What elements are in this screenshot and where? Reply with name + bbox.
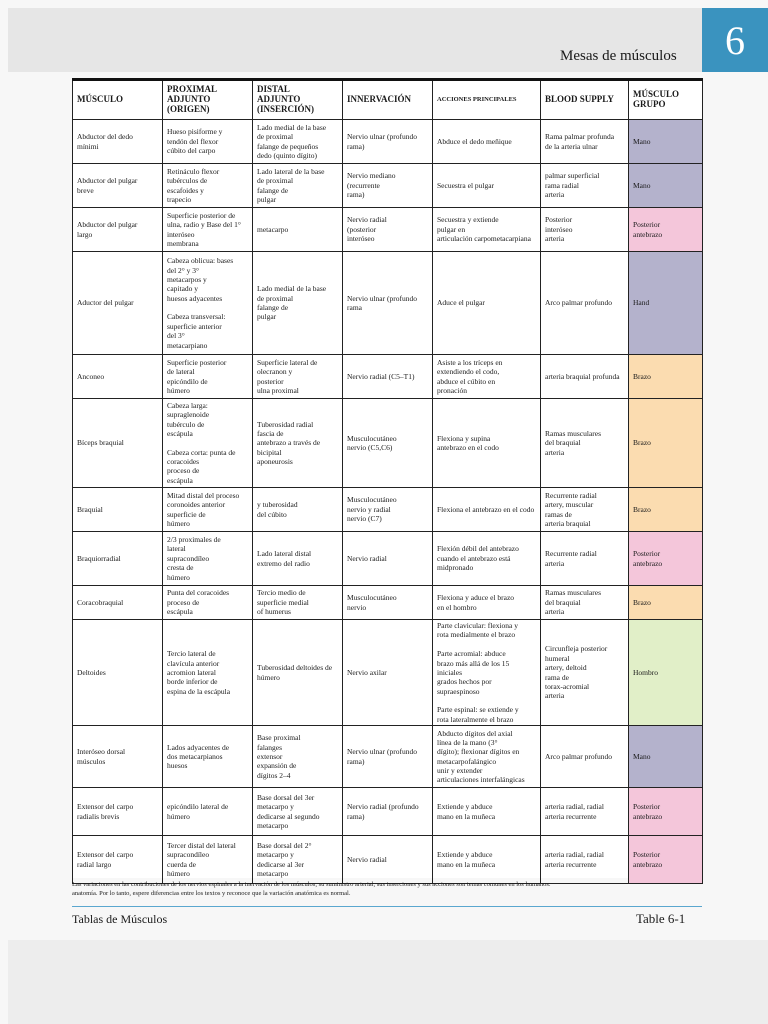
footer-divider: [72, 906, 702, 907]
cell-group: Brazo: [629, 399, 703, 488]
column-header-actions: ACCIONES PRINCIPALES: [433, 80, 541, 120]
table-row: [73, 355, 703, 399]
cell-muscle: Extensor del carpo radial largo: [73, 836, 163, 884]
cell-innervation: Nervio radial (posterior interóseo: [343, 208, 433, 252]
cell-innervation: Nervio radial: [343, 532, 433, 586]
cell-blood-supply: Posterior interóseo arteria: [541, 208, 629, 252]
cell-insertion: Lado medial de la base de proximal falange de pulgar: [253, 252, 343, 355]
cell-blood-supply: arteria radial, radial arteria recurrente: [541, 836, 629, 884]
cell-blood-supply: Ramas musculares del braquial arteria: [541, 586, 629, 620]
cell-insertion: Base proximal falanges extensor expansión de dígitos 2–4: [253, 726, 343, 788]
table-page: [72, 78, 702, 878]
cell-muscle: Aductor del pulgar: [73, 252, 163, 355]
cell-blood-supply: Circunfleja posterior humeral artery, deltoid rama de torax-acromial arteria: [541, 620, 629, 726]
cell-group: Brazo: [629, 355, 703, 399]
cell-innervation: Nervio mediano (recurrente rama): [343, 164, 433, 208]
cell-actions: Extiende y abduce mano en la muñeca: [433, 836, 541, 884]
cell-innervation: Nervio axilar: [343, 620, 433, 726]
table-row: [73, 120, 703, 164]
cell-actions: Abducto dígitos del axial línea de la mano (3° dígito); flexionar dígitos en metacarpofalángico unir y extender articulaciones interfalángicas: [433, 726, 541, 788]
cell-blood-supply: Arco palmar profundo: [541, 726, 629, 788]
table-row: [73, 620, 703, 726]
column-header-blood-supply: BLOOD SUPPLY: [541, 80, 629, 120]
cell-insertion: Superficie lateral de olecranon y posterior ulna proximal: [253, 355, 343, 399]
cell-insertion: y tuberosidad del cúbito: [253, 488, 343, 532]
cell-origin: Retináculo flexor tubérculos de escafoides y trapecio: [163, 164, 253, 208]
cell-blood-supply: Recurrente radial arteria: [541, 532, 629, 586]
cell-innervation: Musculocutáneo nervio: [343, 586, 433, 620]
cell-innervation: Nervio radial: [343, 836, 433, 884]
cell-muscle: Deltoides: [73, 620, 163, 726]
column-header-muscle: MÚSCULO: [73, 80, 163, 120]
cell-actions: Asiste a los tríceps en extendiendo el codo, abduce el cúbito en pronación: [433, 355, 541, 399]
table-row: [73, 836, 703, 884]
cell-muscle: Abductor del dedo mínimi: [73, 120, 163, 164]
table-row: [73, 164, 703, 208]
cell-muscle: Extensor del carpo radialis brevis: [73, 788, 163, 836]
cell-origin: Cabeza oblicua: bases del 2° y 3° metacarpos y capitado y huesos adyacentes Cabeza transversal: superficie anterior del 3° metacarpiano: [163, 252, 253, 355]
cell-blood-supply: arteria braquial profunda: [541, 355, 629, 399]
cell-insertion: Tuberosidad deltoides de húmero: [253, 620, 343, 726]
cell-insertion: Lado lateral distal extremo del radio: [253, 532, 343, 586]
footnote: Las variaciones en las contribuciones de los nervios espinales a la inervación de los músculos, su suministro arterial, sus inserciones y sus acciones son temas comunes en los humanos. anatomía. Por lo tanto, espere diferencias entre los textos y reconoce que la variación anatómica es normal.: [72, 881, 551, 898]
cell-blood-supply: Ramas musculares del braquial arteria: [541, 399, 629, 488]
cell-group: Brazo: [629, 586, 703, 620]
column-header-group: MÚSCULO GRUPO: [629, 80, 703, 120]
table-header-row: [73, 80, 703, 120]
page-header-title: Mesas de músculos: [560, 48, 677, 64]
cell-group: Hombro: [629, 620, 703, 726]
cell-group: Posterior antebrazo: [629, 208, 703, 252]
table-row: [73, 252, 703, 355]
cell-actions: Aduce el pulgar: [433, 252, 541, 355]
cell-origin: Superficie posterior de lateral epicóndilo de húmero: [163, 355, 253, 399]
cell-group: Posterior antebrazo: [629, 836, 703, 884]
cell-muscle: Bíceps braquial: [73, 399, 163, 488]
cell-actions: Flexiona y supina antebrazo en el codo: [433, 399, 541, 488]
cell-insertion: Tercio medio de superficie medial of humerus: [253, 586, 343, 620]
cell-insertion: Base dorsal del 2° metacarpo y dedicarse al 3er metacarpo: [253, 836, 343, 884]
column-header-innervation: INNERVACIÓN: [343, 80, 433, 120]
cell-origin: Punta del coracoides proceso de escápula: [163, 586, 253, 620]
cell-actions: Secuestra el pulgar: [433, 164, 541, 208]
cell-actions: Parte clavicular: flexiona y rota medialmente el brazo Parte acromial: abduce brazo más allá de los 15 iniciales grados hechos por supraespinoso Parte espinal: se extiende y rota lateralmente el brazo: [433, 620, 541, 726]
cell-group: Hand: [629, 252, 703, 355]
cell-innervation: Nervio radial (C5–T1): [343, 355, 433, 399]
cell-muscle: Braquiorradial: [73, 532, 163, 586]
cell-innervation: Musculocutáneo nervio y radial nervio (C7): [343, 488, 433, 532]
cell-actions: Flexiona y aduce el brazo en el hombro: [433, 586, 541, 620]
cell-group: Posterior antebrazo: [629, 532, 703, 586]
cell-muscle: Braquial: [73, 488, 163, 532]
table-row: [73, 788, 703, 836]
cell-insertion: Base dorsal del 3er metacarpo y dedicarse al segundo metacarpo: [253, 788, 343, 836]
table-row: [73, 532, 703, 586]
bottom-band: [8, 940, 768, 1024]
footer-table-number: Table 6-1: [636, 911, 686, 926]
cell-origin: Lados adyacentes de dos metacarpianos huesos: [163, 726, 253, 788]
cell-group: Mano: [629, 726, 703, 788]
cell-origin: Mitad distal del proceso coronoides anterior superficie de húmero: [163, 488, 253, 532]
cell-actions: Flexiona el antebrazo en el codo: [433, 488, 541, 532]
cell-group: Mano: [629, 120, 703, 164]
cell-innervation: Nervio radial (profundo rama): [343, 788, 433, 836]
table-row: [73, 399, 703, 488]
cell-actions: Secuestra y extiende pulgar en articulación carpometacarpiana: [433, 208, 541, 252]
cell-insertion: Lado medial de la base de proximal falange de pequeños dedo (quinto dígito): [253, 120, 343, 164]
cell-muscle: Interóseo dorsal músculos: [73, 726, 163, 788]
table-row: [73, 488, 703, 532]
cell-origin: Cabeza larga: supraglenoide tubérculo de escápula Cabeza corta: punta de coracoides proceso de escápula: [163, 399, 253, 488]
table-row: [73, 586, 703, 620]
cell-origin: Hueso pisiforme y tendón del flexor cúbito del carpo: [163, 120, 253, 164]
table-row: [73, 726, 703, 788]
cell-origin: 2/3 proximales de lateral supracondíleo cresta de húmero: [163, 532, 253, 586]
column-header-insertion: DISTAL ADJUNTO (INSERCIÓN): [253, 80, 343, 120]
cell-actions: Extiende y abduce mano en la muñeca: [433, 788, 541, 836]
cell-innervation: Nervio ulnar (profundo rama): [343, 120, 433, 164]
cell-group: Brazo: [629, 488, 703, 532]
table-body: [73, 120, 703, 884]
cell-muscle: Coracobraquial: [73, 586, 163, 620]
cell-origin: Superficie posterior de ulna, radio y Base del 1° interóseo membrana: [163, 208, 253, 252]
cell-origin: Tercio lateral de clavícula anterior acromion lateral borde inferior de espina de la escápula: [163, 620, 253, 726]
cell-group: Posterior antebrazo: [629, 788, 703, 836]
cell-origin: Tercer distal del lateral supracondíleo cuerda de húmero: [163, 836, 253, 884]
cell-insertion: metacarpo: [253, 208, 343, 252]
cell-insertion: Lado lateral de la base de proximal falange de pulgar: [253, 164, 343, 208]
cell-actions: Flexión débil del antebrazo cuando el antebrazo está midpronado: [433, 532, 541, 586]
cell-group: Mano: [629, 164, 703, 208]
cell-innervation: Nervio ulnar (profundo rama): [343, 726, 433, 788]
cell-innervation: Nervio ulnar (profundo rama: [343, 252, 433, 355]
cell-blood-supply: palmar superficial rama radial arteria: [541, 164, 629, 208]
column-header-origin: PROXIMAL ADJUNTO (ORIGEN): [163, 80, 253, 120]
cell-insertion: Tuberosidad radial fascia de antebrazo a través de bicipital aponeurosis: [253, 399, 343, 488]
footer-section-title: Tablas de Músculos: [72, 912, 168, 926]
cell-actions: Abduce el dedo meñique: [433, 120, 541, 164]
table-row: [73, 208, 703, 252]
cell-blood-supply: Recurrente radial artery, muscular ramas de arteria braquial: [541, 488, 629, 532]
cell-origin: epicóndilo lateral de húmero: [163, 788, 253, 836]
cell-muscle: Abductor del pulgar largo: [73, 208, 163, 252]
cell-muscle: Anconeo: [73, 355, 163, 399]
cell-blood-supply: Arco palmar profundo: [541, 252, 629, 355]
muscle-table: [72, 78, 703, 884]
cell-innervation: Musculocutáneo nervio (C5,C6): [343, 399, 433, 488]
cell-blood-supply: arteria radial, radial arteria recurrente: [541, 788, 629, 836]
chapter-number-badge: 6: [702, 8, 768, 72]
cell-muscle: Abductor del pulgar breve: [73, 164, 163, 208]
cell-blood-supply: Rama palmar profunda de la arteria ulnar: [541, 120, 629, 164]
